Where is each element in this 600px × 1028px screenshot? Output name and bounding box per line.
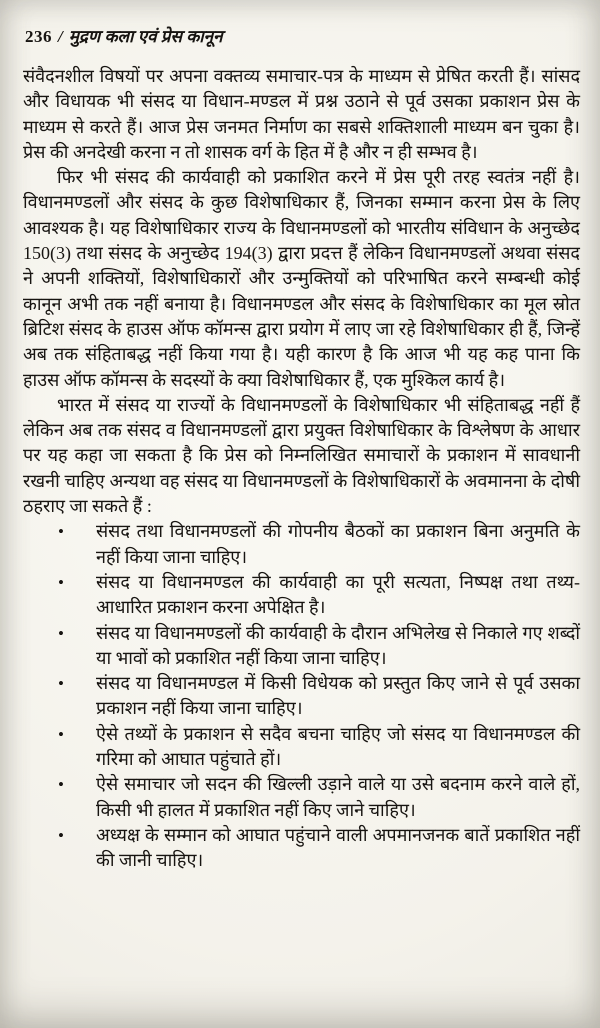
- bullet-list: [23, 519, 580, 873]
- bullet-marker: •: [58, 825, 64, 845]
- bullet-text: ऐसे समाचार जो सदन की खिल्ली उड़ाने वाले या उसे बदनाम करने वाले हों, किसी भी हालत में प्रकाशित नहीं किए जाने चाहिए।: [96, 774, 580, 820]
- paragraph: संवैदनशील विषयों पर अपना वक्तव्य समाचार-पत्र के माध्यम से प्रेषित करती हैं। सांसद और विधायक भी संसद या विधान-मण्डल में प्रश्न उठाने से पूर्व उसका प्रकाशन प्रेस के माध्यम से करते हैं। आज प्रेस जनमत निर्माण का सबसे शक्तिशाली माध्यम बन चुका है। प्रेस की अनदेखी करना न तो शासक वर्ग के हित में है और न ही सम्भव है।: [23, 66, 580, 162]
- bullet-text: संसद या विधानमण्डलों की कार्यवाही के दौरान अभिलेख से निकाले गए शब्दों या भावों को प्रकाशित नहीं किया जाना चाहिए।: [96, 622, 580, 668]
- page-content: [23, 64, 580, 874]
- bullet-item: [23, 621, 580, 672]
- bullet-item: [23, 570, 580, 621]
- header-separator: /: [58, 27, 63, 46]
- bullet-item: [23, 722, 580, 773]
- bullet-marker: •: [58, 775, 64, 795]
- bullet-marker: •: [58, 674, 64, 694]
- paragraph: फिर भी संसद की कार्यवाही को प्रकाशित करने में प्रेस पूरी तरह स्वतंत्र नहीं है। विधानमण्डलों और संसद के कुछ विशेषाधिकार हैं, जिनका सम्मान करना प्रेस के लिए आवश्यक है। यह विशेषाधिकार राज्य के विधानमण्डलों को भारतीय संविधान के अनुच्छेद 150(3) तथा संसद के अनुच्छेद 194(3) द्वारा प्रदत्त हैं लेकिन विधानमण्डलों अथवा संसद ने अपनी शक्तियों, विशेषाधिकारों और उन्मुक्तियों को परिभाषित करने सम्बन्धी कोई कानून अभी तक नहीं बनाया है। विधानमण्डल और संसद के विशेषाधिकार का मूल स्रोत ब्रिटिश संसद के हाउस ऑफ कॉमन्स द्वारा प्रयोग में लाए जा रहे विशेषाधिकार ही हैं, जिन्हें अब तक संहिताबद्ध नहीं किया गया है। यही कारण है कि आज भी यह कह पाना कि हाउस ऑफ कॉमन्स के सदस्यों के क्या विशेषाधिकार हैं, एक मुश्किल कार्य है।: [23, 167, 580, 390]
- bullet-item: [23, 671, 580, 722]
- bullet-item: [23, 519, 580, 570]
- bullet-item: [23, 823, 580, 874]
- bullet-marker: •: [58, 522, 64, 542]
- bullet-text: अध्यक्ष के सम्मान को आघात पहुंचाने वाली अपमानजनक बातें प्रकाशित नहीं की जानी चाहिए।: [96, 824, 580, 871]
- page-header: [25, 26, 580, 48]
- page-title: मुद्रण कला एवं प्रेस कानून: [68, 27, 223, 46]
- bullet-marker: •: [58, 572, 64, 592]
- bullet-text: संसद या विधानमण्डल में किसी विधेयक को प्रस्तुत किए जाने से पूर्व उसका प्रकाशन नहीं किया जाना चाहिए।: [96, 673, 580, 719]
- bullet-text: ऐसे तथ्यों के प्रकाशन से सदैव बचना चाहिए जो संसद या विधानमण्डल की गरिमा को आघात पहुंचाते हों।: [96, 723, 580, 770]
- bullet-marker: •: [58, 623, 64, 643]
- bullet-text: संसद या विधानमण्डल की कार्यवाही का पूरी सत्यता, निष्पक्ष तथा तथ्य-आधारित प्रकाशन करना अपेक्षित है।: [96, 571, 580, 618]
- bullet-item: [23, 772, 580, 823]
- bullet-text: संसद तथा विधानमण्डलों की गोपनीय बैठकों का प्रकाशन बिना अनुमति के नहीं किया जाना चाहिए।: [96, 521, 580, 567]
- bullet-marker: •: [58, 724, 64, 744]
- paragraph: भारत में संसद या राज्यों के विधानमण्डलों के विशेषाधिकार भी संहिताबद्ध नहीं हैं लेकिन अब तक संसद व विधानमण्डलों द्वारा प्रयुक्त विशेषाधिकार के विश्लेषण के आधार पर यह कहा जा सकता है कि प्रेस को निम्नलिखित समाचारों के प्रकाशन में सावधानी रखनी चाहिए अन्यथा वह संसद या विधानमण्डलों के विशेषाधिकारों के अवमानना के दोषी ठहराए जा सकते हैं :: [23, 394, 580, 517]
- page-number: 236: [25, 27, 52, 46]
